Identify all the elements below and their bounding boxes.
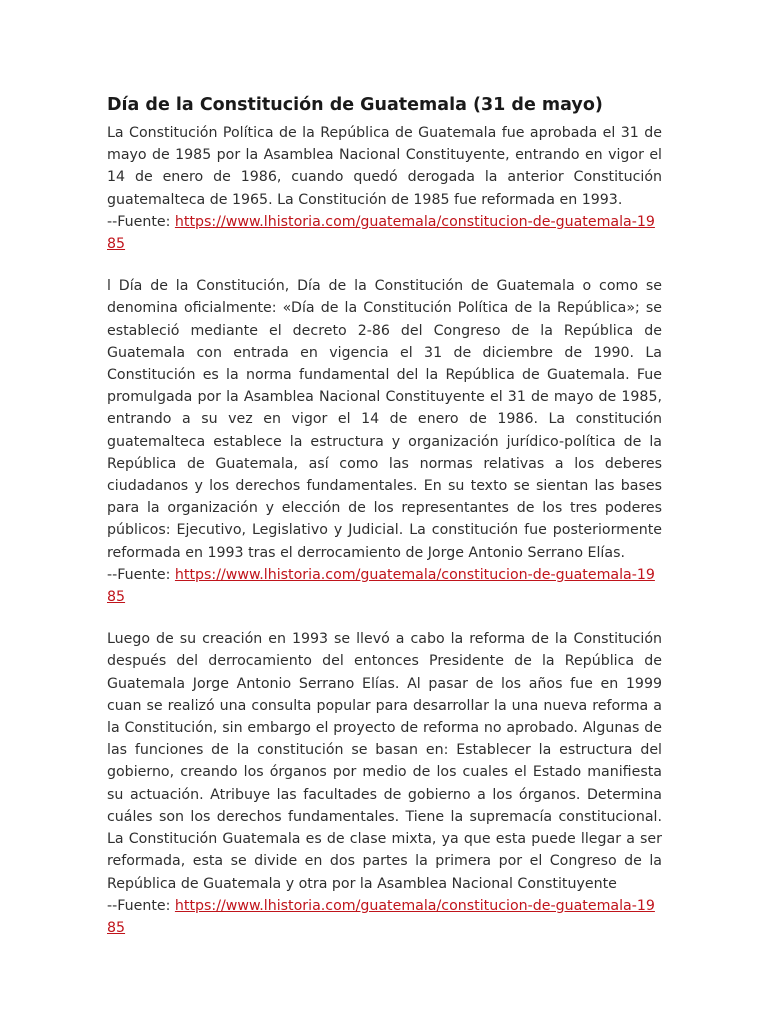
section-3-source — [107, 895, 662, 939]
section-1-source — [107, 211, 662, 255]
source-link[interactable]: https://www.lhistoria.com/guatemala/constitucion-de-guatemala-1985 — [107, 897, 655, 936]
source-link[interactable]: https://www.lhistoria.com/guatemala/constitucion-de-guatemala-1985 — [107, 566, 655, 606]
section-1 — [107, 122, 662, 255]
section-2-text: l Día de la Constitución, Día de la Constitución de Guatemala o como se denomina oficialmente: «Día de la Constitución Política de la República»; se estableció mediante el decreto 2-86 del Congreso de la República de Guatemala con entrada en vigencia el 31 de diciembre de 1990. La Constitución es la norma fundamental del la República de Guatemala. Fue promulgada por la Asamblea Nacional Constituyente el 31 de mayo de 1985, entrando a su vez en vigor el 14 de enero de 1986. La constitución guatemalteca establece la estructura y organización jurídico-política de la República de Guatemala, así como las normas relativas a los deberes ciudadanos y los derechos fundamentales. En su texto se sientan las bases para la organización y elección de los representantes de los tres poderes públicos: Ejecutivo, Legislativo y Judicial. La constitución fue posteriormente reformada en 1993 tras el derrocamiento de Jorge Antonio Serrano Elías. — [107, 278, 662, 561]
section-2-source — [107, 564, 662, 608]
source-link[interactable]: https://www.lhistoria.com/guatemala/constitucion-de-guatemala-1985 — [107, 213, 655, 253]
source-label: --Fuente: — [107, 897, 175, 914]
section-1-text: La Constitución Política de la República de Guatemala fue aprobada el 31 de mayo de 1985 por la Asamblea Nacional Constituyente, entrando en vigor el 14 de enero de 1986, cuando quedó derogada la anterior Constitución guatemalteca de 1965. La Constitución de 1985 fue reformada en 1993. — [107, 125, 662, 208]
section-3-text: Luego de su creación en 1993 se llevó a cabo la reforma de la Constitución después del derrocamiento del entonces Presidente de la República de Guatemala Jorge Antonio Serrano Elías. Al pasar de los años fue en 1999 cuan se realizó una consulta popular para desarrollar la una nueva reforma a la Constitución, sin embargo el proyecto de reforma no aprobado. Algunas de las funciones de la constitución se basan en: Establecer la estructura del gobierno, creando los órganos por medio de los cuales el Estado manifiesta su actuación. Atribuye las facultades de gobierno a los órganos. Determina cuáles son los derechos fundamentales. Tiene la supremacía constitucional. La Constitución Guatemala es de clase mixta, ya que esta puede llegar a ser reformada, esta se divide en dos partes la primera por el Congreso de la República de Guatemala y otra por la Asamblea Nacional Constituyente — [107, 631, 662, 892]
source-label: --Fuente: — [107, 213, 175, 230]
section-3 — [107, 628, 662, 939]
section-2 — [107, 275, 662, 608]
document-title: Día de la Constitución de Guatemala (31 de mayo) — [107, 95, 603, 115]
source-label: --Fuente: — [107, 566, 175, 583]
